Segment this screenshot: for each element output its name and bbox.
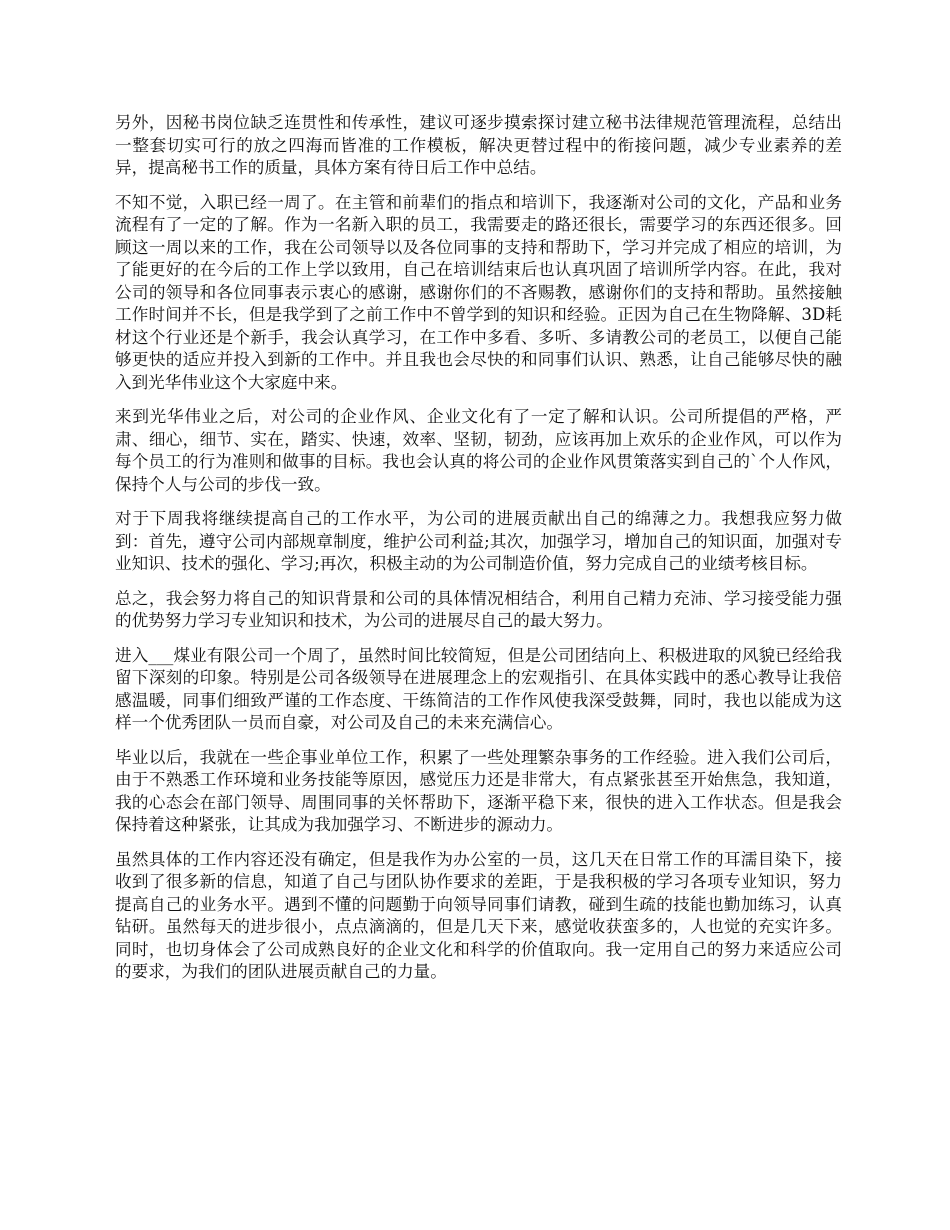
paragraph-5: 总之，我会努力将自己的知识背景和公司的具体情况相结合，利用自己精力充沛、学习接受能力强的优势努力学习专业知识和技术，为公司的进展尽自己的最大努力。 bbox=[115, 588, 842, 630]
paragraph-4: 对于下周我将继续提高自己的工作水平，为公司的进展贡献出自己的绵薄之力。我想我应努力做到：首先，遵守公司内部规章制度，维护公司利益;其次，加强学习，增加自己的知识面，加强对专业知识、技术的强化、学习;再次，积极主动的为公司制造价值，努力完成自己的业绩考核目标。 bbox=[115, 509, 842, 573]
paragraph-7: 毕业以后，我就在一些企事业单位工作，积累了一些处理繁杂事务的工作经验。进入我们公司后，由于不熟悉工作环境和业务技能等原因，感觉压力还是非常大，有点紧张甚至开始焦急，我知道，我的心态会在部门领导、周围同事的关怀帮助下，逐渐平稳下来，很快的进入工作状态。但是我会保持着这种紧张，让其成为我加强学习、不断进步的源动力。 bbox=[115, 747, 842, 834]
paragraph-8: 虽然具体的工作内容还没有确定，但是我作为办公室的一员，这几天在日常工作的耳濡目染下，接收到了很多新的信息，知道了自己与团队协作要求的差距，于是我积极的学习各项专业知识，努力提高自己的业务水平。遇到不懂的问题勤于向领导同事们请教，碰到生疏的技能也勤加练习，认真钻研。虽然每天的进步很小，点点滴滴的，但是几天下来，感觉收获蛮多的，人也觉的充实许多。同时，也切身体会了公司成熟良好的企业文化和科学的价值取向。我一定用自己的努力来适应公司的要求，为我们的团队进展贡献自己的力量。 bbox=[115, 849, 842, 981]
paragraph-6: 进入___煤业有限公司一个周了，虽然时间比较简短，但是公司团结向上、积极进取的风貌已经给我留下深刻的印象。特别是公司各级领导在进展理念上的宏观指引、在具体实践中的悉心教导让我倍感温暖，同事们细致严谨的工作态度、干练简洁的工作作风使我深受鼓舞，同时，我也以能成为这样一个优秀团队一员而自豪，对公司及自己的未来充满信心。 bbox=[115, 645, 842, 732]
document-body bbox=[115, 112, 842, 996]
paragraph-2: 不知不觉，入职已经一周了。在主管和前辈们的指点和培训下，我逐渐对公司的文化，产品和业务流程有了一定的了解。作为一名新入职的员工，我需要走的路还很长，需要学习的东西还很多。回顾这一周以来的工作，我在公司领导以及各位同事的支持和帮助下，学习并完成了相应的培训，为了能更好的在今后的工作上学以致用，自己在培训结束后也认真巩固了培训所学内容。在此，我对公司的领导和各位同事表示衷心的感谢，感谢你们的不吝赐教，感谢你们的支持和帮助。虽然接触工作时间并不长，但是我学到了之前工作中不曾学到的知识和经验。正因为自己在生物降解、3D耗材这个行业还是个新手，我会认真学习，在工作中多看、多听、多请教公司的老员工，以便自己能够更快的适应并投入到新的工作中。并且我也会尽快的和同事们认识、熟悉，让自己能够尽快的融入到光华伟业这个大家庭中来。 bbox=[115, 192, 842, 392]
paragraph-3: 来到光华伟业之后，对公司的企业作风、企业文化有了一定了解和认识。公司所提倡的严格，严肃、细心，细节、实在，踏实、快速，效率、坚韧，韧劲，应该再加上欢乐的企业作风，可以作为每个员工的行为准则和做事的目标。我也会认真的将公司的企业作风贯策落实到自己的`个人作风，保持个人与公司的步伐一致。 bbox=[115, 407, 842, 494]
paragraph-1: 另外，因秘书岗位缺乏连贯性和传承性，建议可逐步摸索探讨建立秘书法律规范管理流程，总结出一整套切实可行的放之四海而皆准的工作模板，解决更替过程中的衔接问题，减少专业素养的差异，提高秘书工作的质量，具体方案有待日后工作中总结。 bbox=[115, 113, 842, 177]
